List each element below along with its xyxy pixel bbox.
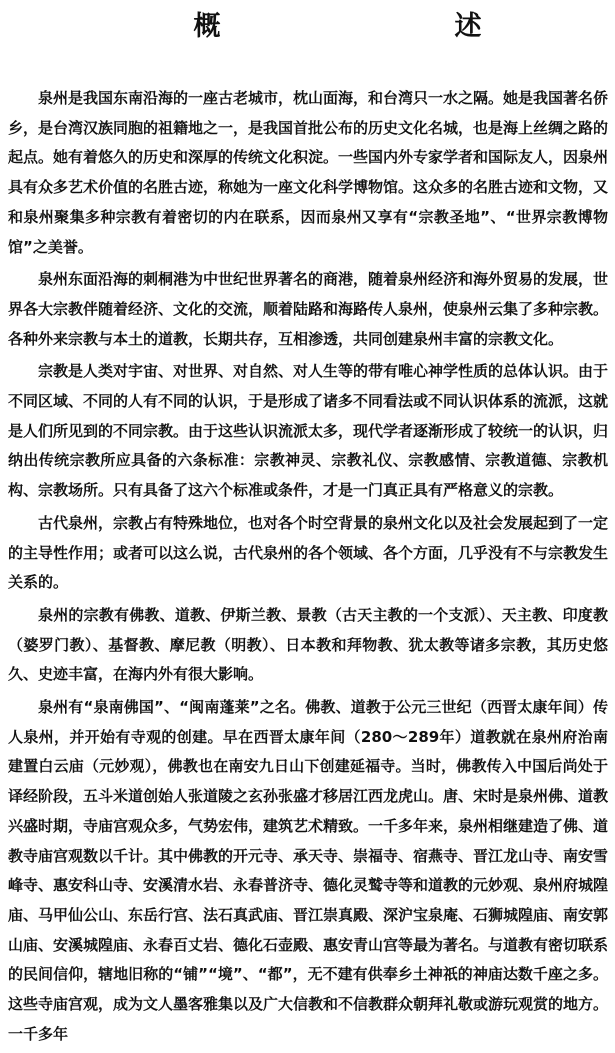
paragraph: 泉州是我国东南沿海的一座古老城市，枕山面海，和台湾只一水之隔。她是我国著名侨乡，是台湾汉族同胞的祖籍地之一，是我国首批公布的历史文化名城，也是海上丝绸之路的起点。她有着悠久的历史和深厚的传统文化积淀。一些国内外专家学者和国际友人，因泉州具有众多艺术价值的名胜古迹，称她为一座文化科学博物馆。这众多的名胜古迹和文物，又和泉州聚集多种宗教有着密切的内在联系，因而泉州又享有“宗教圣地”、“世界宗教博物馆”之美誉。 <box>8 89 609 256</box>
body-text <box>8 84 608 1053</box>
paragraph: 宗教是人类对宇宙、对世界、对自然、对人生等的带有唯心神学性质的总体认识。由于不同区域、不同的人有不同的认识，于是形成了诸多不同看法或不同认识体系的流派，这就是人们所见到的不同宗教。由于这些认识流派太多，现代学者逐渐形成了较统一的认识，归纳出传统宗教所应具备的六条标准：宗教神灵、宗教礼仪、宗教感情、宗教道德、宗教机构、宗教场所。只有具备了这六个标准或条件，才是一门真正具有严格意义的宗教。 <box>8 362 609 500</box>
paragraph: 泉州东面沿海的刺桐港为中世纪世界著名的商港，随着泉州经济和海外贸易的发展，世界各大宗教伴随着经济、文化的交流，顺着陆路和海路传人泉州，使泉州云集了多种宗教。各种外来宗教与本土的道教，长期共存，互相渗透，共同创建泉州丰富的宗教文化。 <box>8 270 609 348</box>
paragraph: 古代泉州，宗教占有特殊地位，也对各个时空背景的泉州文化以及社会发展起到了一定的主导性作用；或者可以这么说，古代泉州的各个领域、各个方面，几乎没有不与宗教发生关系的。 <box>8 513 609 592</box>
paragraph: 泉州的宗教有佛教、道教、伊斯兰教、景教（古天主教的一个支派）、天主教、印度教（婆罗门教）、基督教、摩尼教（明教）、日本教和拜物教、犹太教等诸多宗教，其历史悠久、史迹丰富，在海内外有很大影响。 <box>8 605 608 684</box>
page-title: 概 述 <box>193 11 542 42</box>
paragraph: 泉州有“泉南佛国”、“闽南蓬莱”之名。佛教、道教于公元三世纪（西晋太康年间）传人泉州，并开始有寺观的创建。早在西晋太康年间（280～289年）道教就在泉州府治南建置白云庙（元妙观），佛教也在南安九日山下创建延福寺。当时，佛教传入中国后尚处于译经阶段，五斗米道创始人张道陵之玄孙张盛才移居江西龙虎山。唐、宋时是泉州佛、道教兴盛时期，寺庙宫观众多，气势宏伟，建筑艺术精致。一千多年来，泉州相继建造了佛、道教寺庙宫观数以千计。其中佛教的开元寺、承天寺、崇福寺、宿燕寺、晋江龙山寺、南安雪峰寺、惠安科山寺、安溪清水岩、永春普济寺、德化灵鹫寺等和道教的元妙观、泉州府城隍庙、马甲仙公山、东岳行宫、法石真武庙、晋江崇真殿、深沪宝泉庵、石狮城隍庙、南安郭山庙、安溪城隍庙、永春百丈岩、德化石壶殿、惠安青山宫等最为著名。与道教有密切联系的民间信仰，辖地旧称的“铺”“境”、“都”，无不建有供奉乡土神祇的神庙达数千座之多。这些寺庙宫观，成为文人墨客雅集以及广大信教和不信教群众朝拜礼敬或游玩观赏的地方。一千多年 <box>8 698 609 1043</box>
